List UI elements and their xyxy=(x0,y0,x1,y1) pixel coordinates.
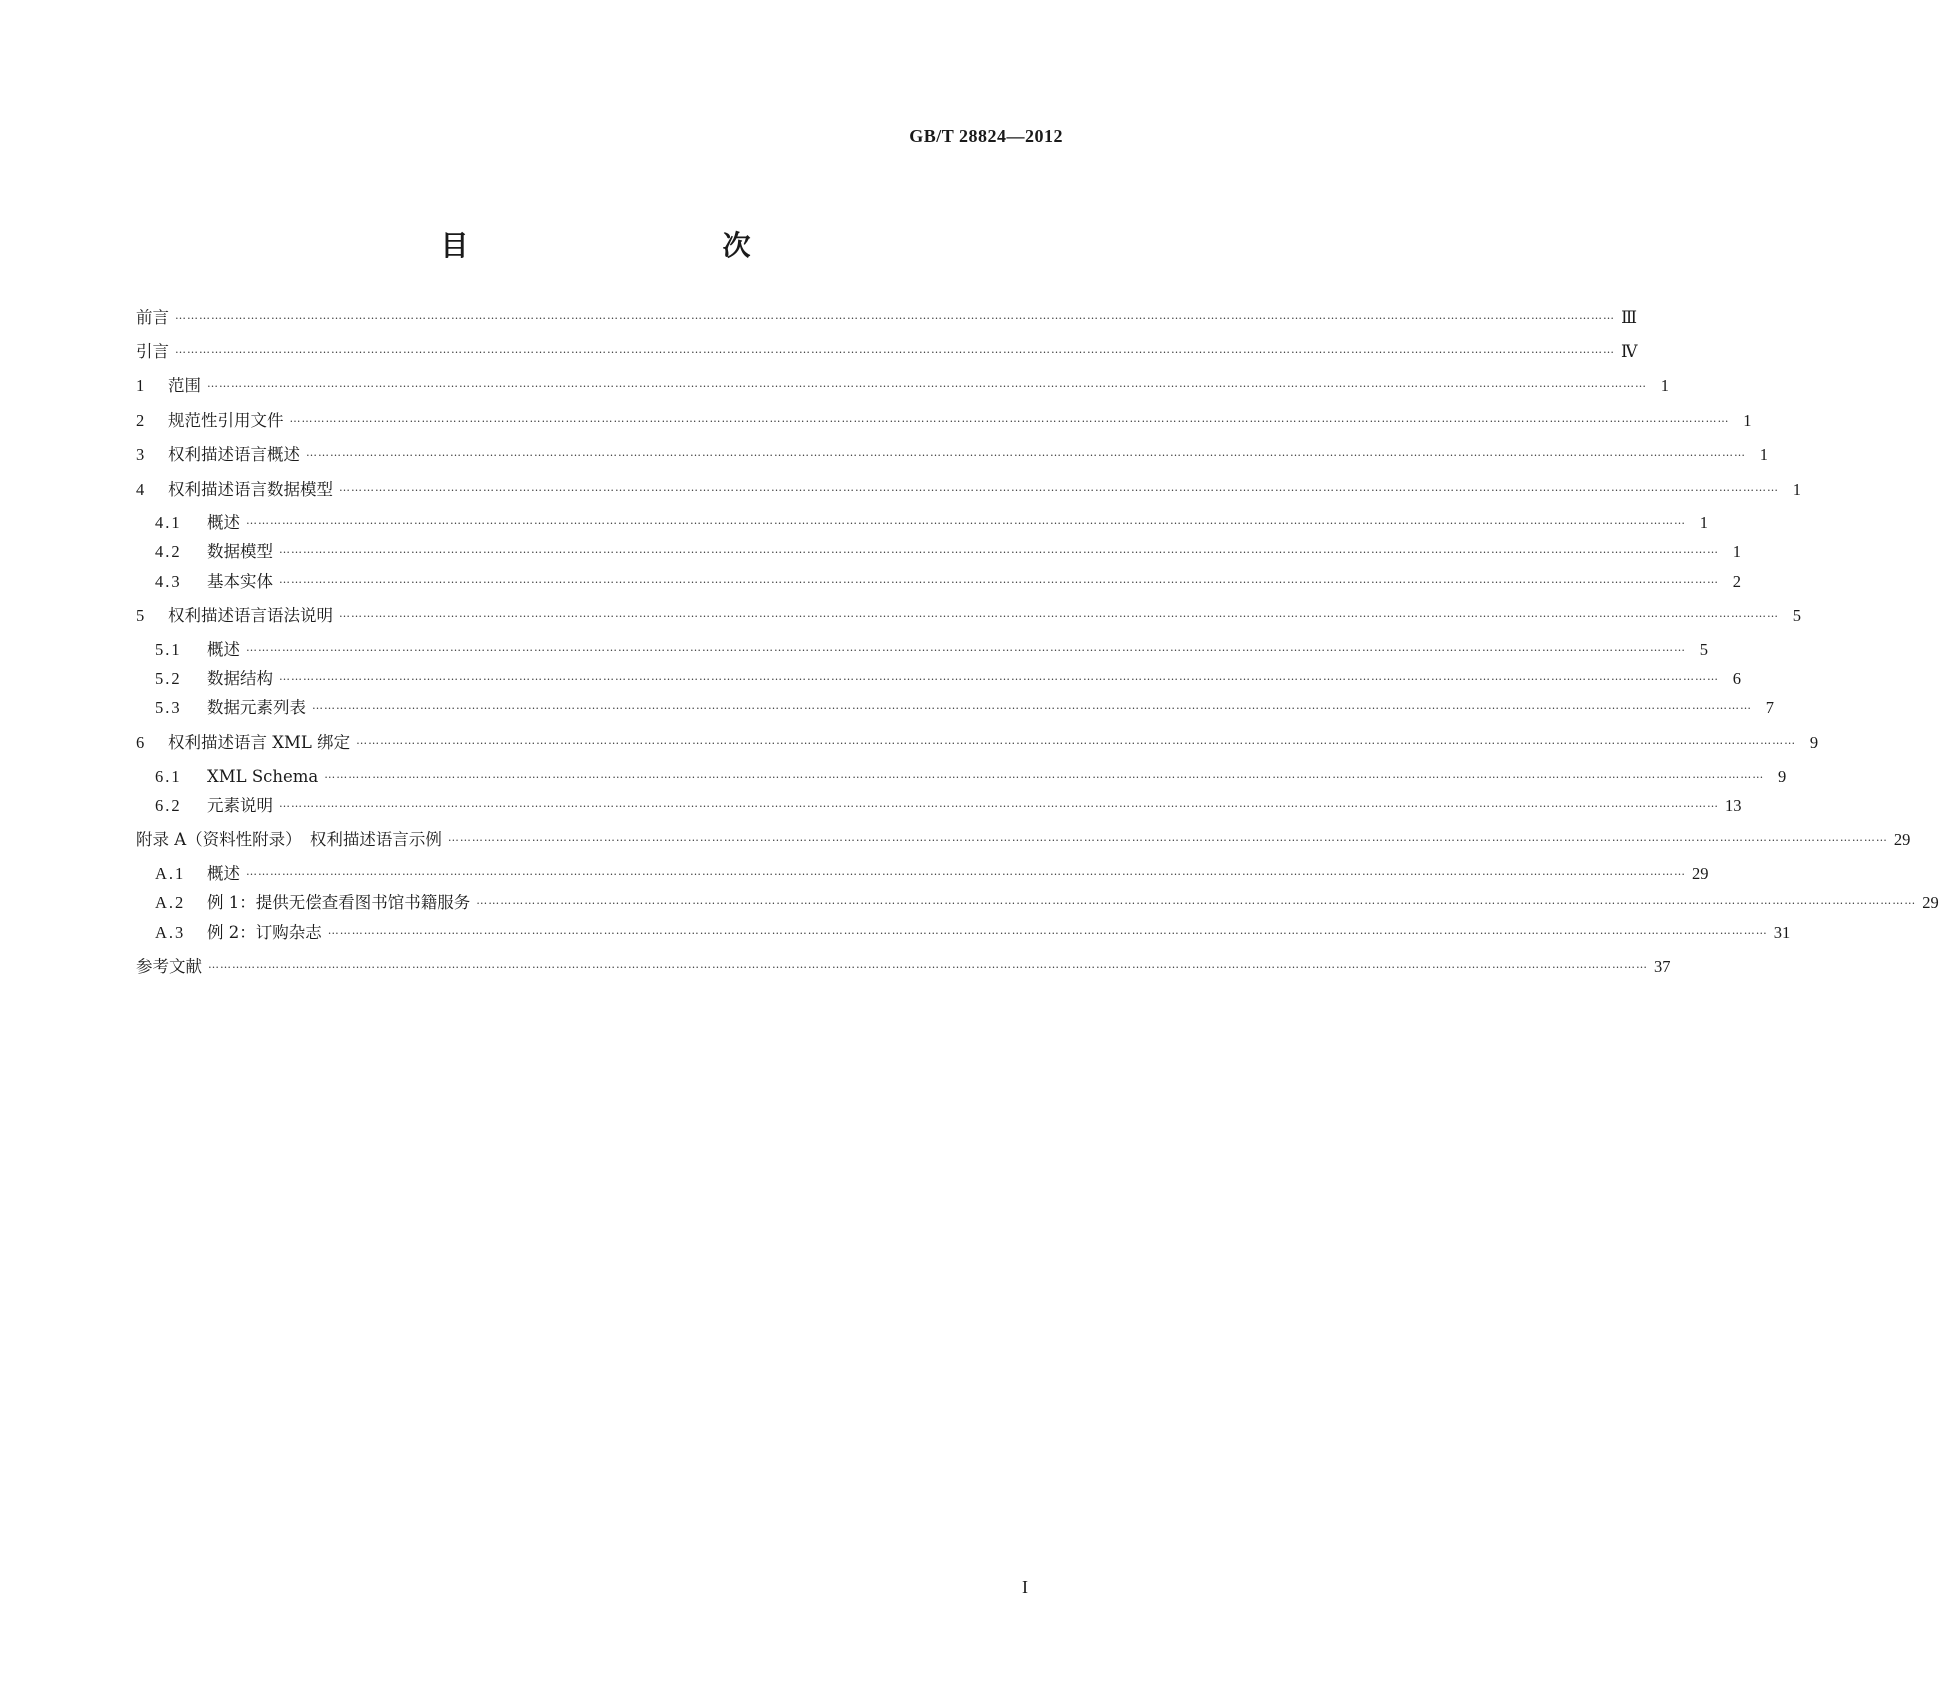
toc-entry-title: 规范性引用文件 xyxy=(168,411,284,430)
toc-entry-title: 附录 A（资料性附录） 权利描述语言示例 xyxy=(136,830,442,849)
toc-entry[interactable] xyxy=(136,408,1752,434)
toc-dot-leader: ……………………………………………………………………………………………………………………………………………………………………………………………………………………………………………………………………………………………………………………………… xyxy=(339,607,1779,620)
toc-entry-page: Ⅳ xyxy=(1621,342,1638,361)
toc-entry-number: 6 xyxy=(136,733,147,752)
standard-code: GB/T 28824—2012 xyxy=(909,126,1063,146)
toc-entry[interactable] xyxy=(155,793,1742,819)
toc-entry-label xyxy=(136,827,442,853)
toc-dot-leader: ……………………………………………………………………………………………………………………………………………………………………………………………………………………………………………………………………………………………………………………………… xyxy=(289,412,1730,425)
toc-entry-label xyxy=(155,569,273,595)
toc-entry-title: 元素说明 xyxy=(207,796,273,815)
toc-entry-number: 6.2 xyxy=(155,796,182,815)
toc-entry[interactable] xyxy=(136,603,1801,629)
toc-entry-label xyxy=(155,695,306,721)
toc-entry[interactable] xyxy=(155,695,1774,721)
toc-entry-title: 参考文献 xyxy=(136,957,202,976)
toc-entry[interactable] xyxy=(155,569,1741,595)
toc-dot-leader: ……………………………………………………………………………………………………………………………………………………………………………………………………………………………………………………………………………………………………………………………… xyxy=(327,924,1768,937)
toc-dot-leader: ……………………………………………………………………………………………………………………………………………………………………………………………………………………………………………………………………………………………………………………………… xyxy=(312,699,1752,712)
toc-entry-page: 29 xyxy=(1692,864,1709,883)
toc-entry-number: 4.2 xyxy=(155,542,182,561)
toc-entry-label xyxy=(136,954,202,980)
toc-entry[interactable] xyxy=(155,637,1708,663)
toc-dot-leader: ……………………………………………………………………………………………………………………………………………………………………………………………………………………………………………………………………………………………………………………………… xyxy=(324,768,1765,781)
toc-entry-label xyxy=(155,890,470,916)
toc-entry[interactable] xyxy=(136,339,1638,365)
toc-entry-number: 5.1 xyxy=(155,640,182,659)
toc-entry[interactable] xyxy=(136,373,1669,399)
toc-entry[interactable] xyxy=(136,827,1911,853)
toc-entry-label xyxy=(136,477,333,503)
toc-entry[interactable] xyxy=(136,305,1637,331)
toc-dot-leader: ……………………………………………………………………………………………………………………………………………………………………………………………………………………………………………………………………………………………………………………………… xyxy=(207,377,1647,390)
toc-entry-number: 5.2 xyxy=(155,669,182,688)
toc-entry-number: 4.3 xyxy=(155,572,182,591)
toc-entry-label xyxy=(136,730,350,756)
toc-entry-label xyxy=(155,861,240,887)
toc-title: 目 次 xyxy=(440,229,817,262)
toc-dot-leader: ……………………………………………………………………………………………………………………………………………………………………………………………………………………………………………………………………………………………………………………………… xyxy=(447,831,1888,844)
toc-dot-leader: ……………………………………………………………………………………………………………………………………………………………………………………………………………………………………………………………………………………………………………………………… xyxy=(279,797,1719,810)
toc-dot-leader: ……………………………………………………………………………………………………………………………………………………………………………………………………………………………………………………………………………………………………………………………… xyxy=(476,894,1917,907)
toc-entry-page: 1 xyxy=(1759,445,1768,464)
toc-dot-leader: ……………………………………………………………………………………………………………………………………………………………………………………………………………………………………………………………………………………………………………………………… xyxy=(246,641,1686,654)
toc-entry-label xyxy=(136,373,201,399)
toc-dot-leader: ……………………………………………………………………………………………………………………………………………………………………………………………………………………………………………………………………………………………………………………………… xyxy=(246,514,1686,527)
toc-dot-leader: ……………………………………………………………………………………………………………………………………………………………………………………………………………………………………………………………………………………………………………………………… xyxy=(279,670,1719,683)
toc-entry-title: 范围 xyxy=(168,376,201,395)
toc-entry-title: 引言 xyxy=(136,342,169,361)
toc-dot-leader: ……………………………………………………………………………………………………………………………………………………………………………………………………………………………………………………………………………………………………………………………… xyxy=(175,343,1615,356)
toc-entry-page: 2 xyxy=(1732,572,1741,591)
toc-entry-label xyxy=(155,666,273,692)
toc-entry-page: 1 xyxy=(1743,411,1752,430)
toc-entry[interactable] xyxy=(155,510,1708,536)
toc-entry[interactable] xyxy=(136,442,1768,468)
toc-entry-page: 7 xyxy=(1765,698,1774,717)
toc-entry-page: 9 xyxy=(1809,733,1819,752)
toc-entry-page: 1 xyxy=(1699,513,1708,532)
toc-entry[interactable] xyxy=(155,539,1741,565)
toc-entry-page: 1 xyxy=(1792,480,1801,499)
toc-dot-leader: ……………………………………………………………………………………………………………………………………………………………………………………………………………………………………………………………………………………………………………………………… xyxy=(356,734,1797,747)
toc-entry-title: 概述 xyxy=(207,513,240,532)
toc-entry[interactable] xyxy=(136,477,1801,503)
toc-entry-title: 概述 xyxy=(207,640,240,659)
toc-entry-page: 37 xyxy=(1654,957,1671,976)
toc-entry-title: 权利描述语言 XML 绑定 xyxy=(168,733,351,752)
toc-entry-title: 例 2：订购杂志 xyxy=(207,923,322,942)
toc-entry-page: Ⅲ xyxy=(1621,308,1637,327)
toc-entry-number: A.3 xyxy=(155,923,186,942)
toc-dot-leader: ……………………………………………………………………………………………………………………………………………………………………………………………………………………………………………………………………………………………………………………………… xyxy=(246,865,1686,878)
toc-entry-page: 31 xyxy=(1773,923,1791,942)
toc-entry-number: 5 xyxy=(136,606,147,625)
toc-entry-title: 权利描述语言语法说明 xyxy=(168,606,333,625)
toc-entry[interactable] xyxy=(155,920,1791,946)
toc-dot-leader: ……………………………………………………………………………………………………………………………………………………………………………………………………………………………………………………………………………………………………………………………… xyxy=(175,309,1615,322)
toc-entry-label xyxy=(136,305,169,331)
toc-entry-label xyxy=(155,793,273,819)
toc-entry-number: A.2 xyxy=(155,893,186,912)
toc-entry-page: 6 xyxy=(1732,669,1741,688)
toc-entry-label xyxy=(136,339,169,365)
toc-entry-number: 5.3 xyxy=(155,698,182,717)
toc-entry-label xyxy=(155,764,318,790)
toc-entry-page: 29 xyxy=(1922,893,1939,912)
toc-entry-label xyxy=(155,539,273,565)
toc-entry-title: 前言 xyxy=(136,308,169,327)
toc-dot-leader: ……………………………………………………………………………………………………………………………………………………………………………………………………………………………………………………………………………………………………………………………… xyxy=(208,958,1648,971)
toc-entry-label xyxy=(155,637,240,663)
toc-entry-page: 29 xyxy=(1893,830,1911,849)
toc-entry-title: 数据结构 xyxy=(207,669,273,688)
toc-entry-number: 2 xyxy=(136,411,147,430)
toc-entry[interactable] xyxy=(155,890,1939,916)
toc-entry-page: 9 xyxy=(1778,767,1787,786)
page-number: I xyxy=(1022,1577,1028,1597)
toc-entry-title: 数据元素列表 xyxy=(207,698,306,717)
toc-entry-label xyxy=(155,920,322,946)
toc-entry[interactable] xyxy=(155,764,1787,790)
toc-entry-title: 例 1：提供无偿查看图书馆书籍服务 xyxy=(207,893,471,912)
toc-dot-leader: ……………………………………………………………………………………………………………………………………………………………………………………………………………………………………………………………………………………………………………………………… xyxy=(279,573,1719,586)
toc-dot-leader: ……………………………………………………………………………………………………………………………………………………………………………………………………………………………………………………………………………………………………………………………… xyxy=(306,446,1746,459)
toc-entry-label xyxy=(136,408,284,434)
toc-entry-number: 4 xyxy=(136,480,147,499)
toc-entry-page: 1 xyxy=(1732,542,1741,561)
toc-entry-number: 6.1 xyxy=(155,767,182,786)
toc-entry-page: 1 xyxy=(1660,376,1669,395)
toc-entry-label xyxy=(136,603,333,629)
toc-dot-leader: ……………………………………………………………………………………………………………………………………………………………………………………………………………………………………………………………………………………………………………………………… xyxy=(279,543,1719,556)
toc-entry[interactable] xyxy=(155,666,1741,692)
toc-entry-label xyxy=(136,442,300,468)
toc-entry-label xyxy=(155,510,240,536)
toc-entry-title: 概述 xyxy=(207,864,240,883)
toc-entry-title: 权利描述语言概述 xyxy=(168,445,300,464)
toc-entry-title: XML Schema xyxy=(207,767,319,786)
toc-entry[interactable] xyxy=(136,730,1819,756)
toc-entry[interactable] xyxy=(155,861,1709,887)
toc-entry-number: 1 xyxy=(136,376,147,395)
toc-entry-page: 5 xyxy=(1699,640,1708,659)
toc-entry-number: 3 xyxy=(136,445,147,464)
toc-entry[interactable] xyxy=(136,954,1671,980)
toc-entry-page: 5 xyxy=(1792,606,1801,625)
toc-entry-number: 4.1 xyxy=(155,513,182,532)
toc-entry-page: 13 xyxy=(1725,796,1742,815)
toc-entry-title: 数据模型 xyxy=(207,542,273,561)
toc-dot-leader: ……………………………………………………………………………………………………………………………………………………………………………………………………………………………………………………………………………………………………………………………… xyxy=(339,481,1779,494)
toc-entry-number: A.1 xyxy=(155,864,186,883)
toc-entry-title: 权利描述语言数据模型 xyxy=(168,480,333,499)
toc-entry-title: 基本实体 xyxy=(207,572,273,591)
